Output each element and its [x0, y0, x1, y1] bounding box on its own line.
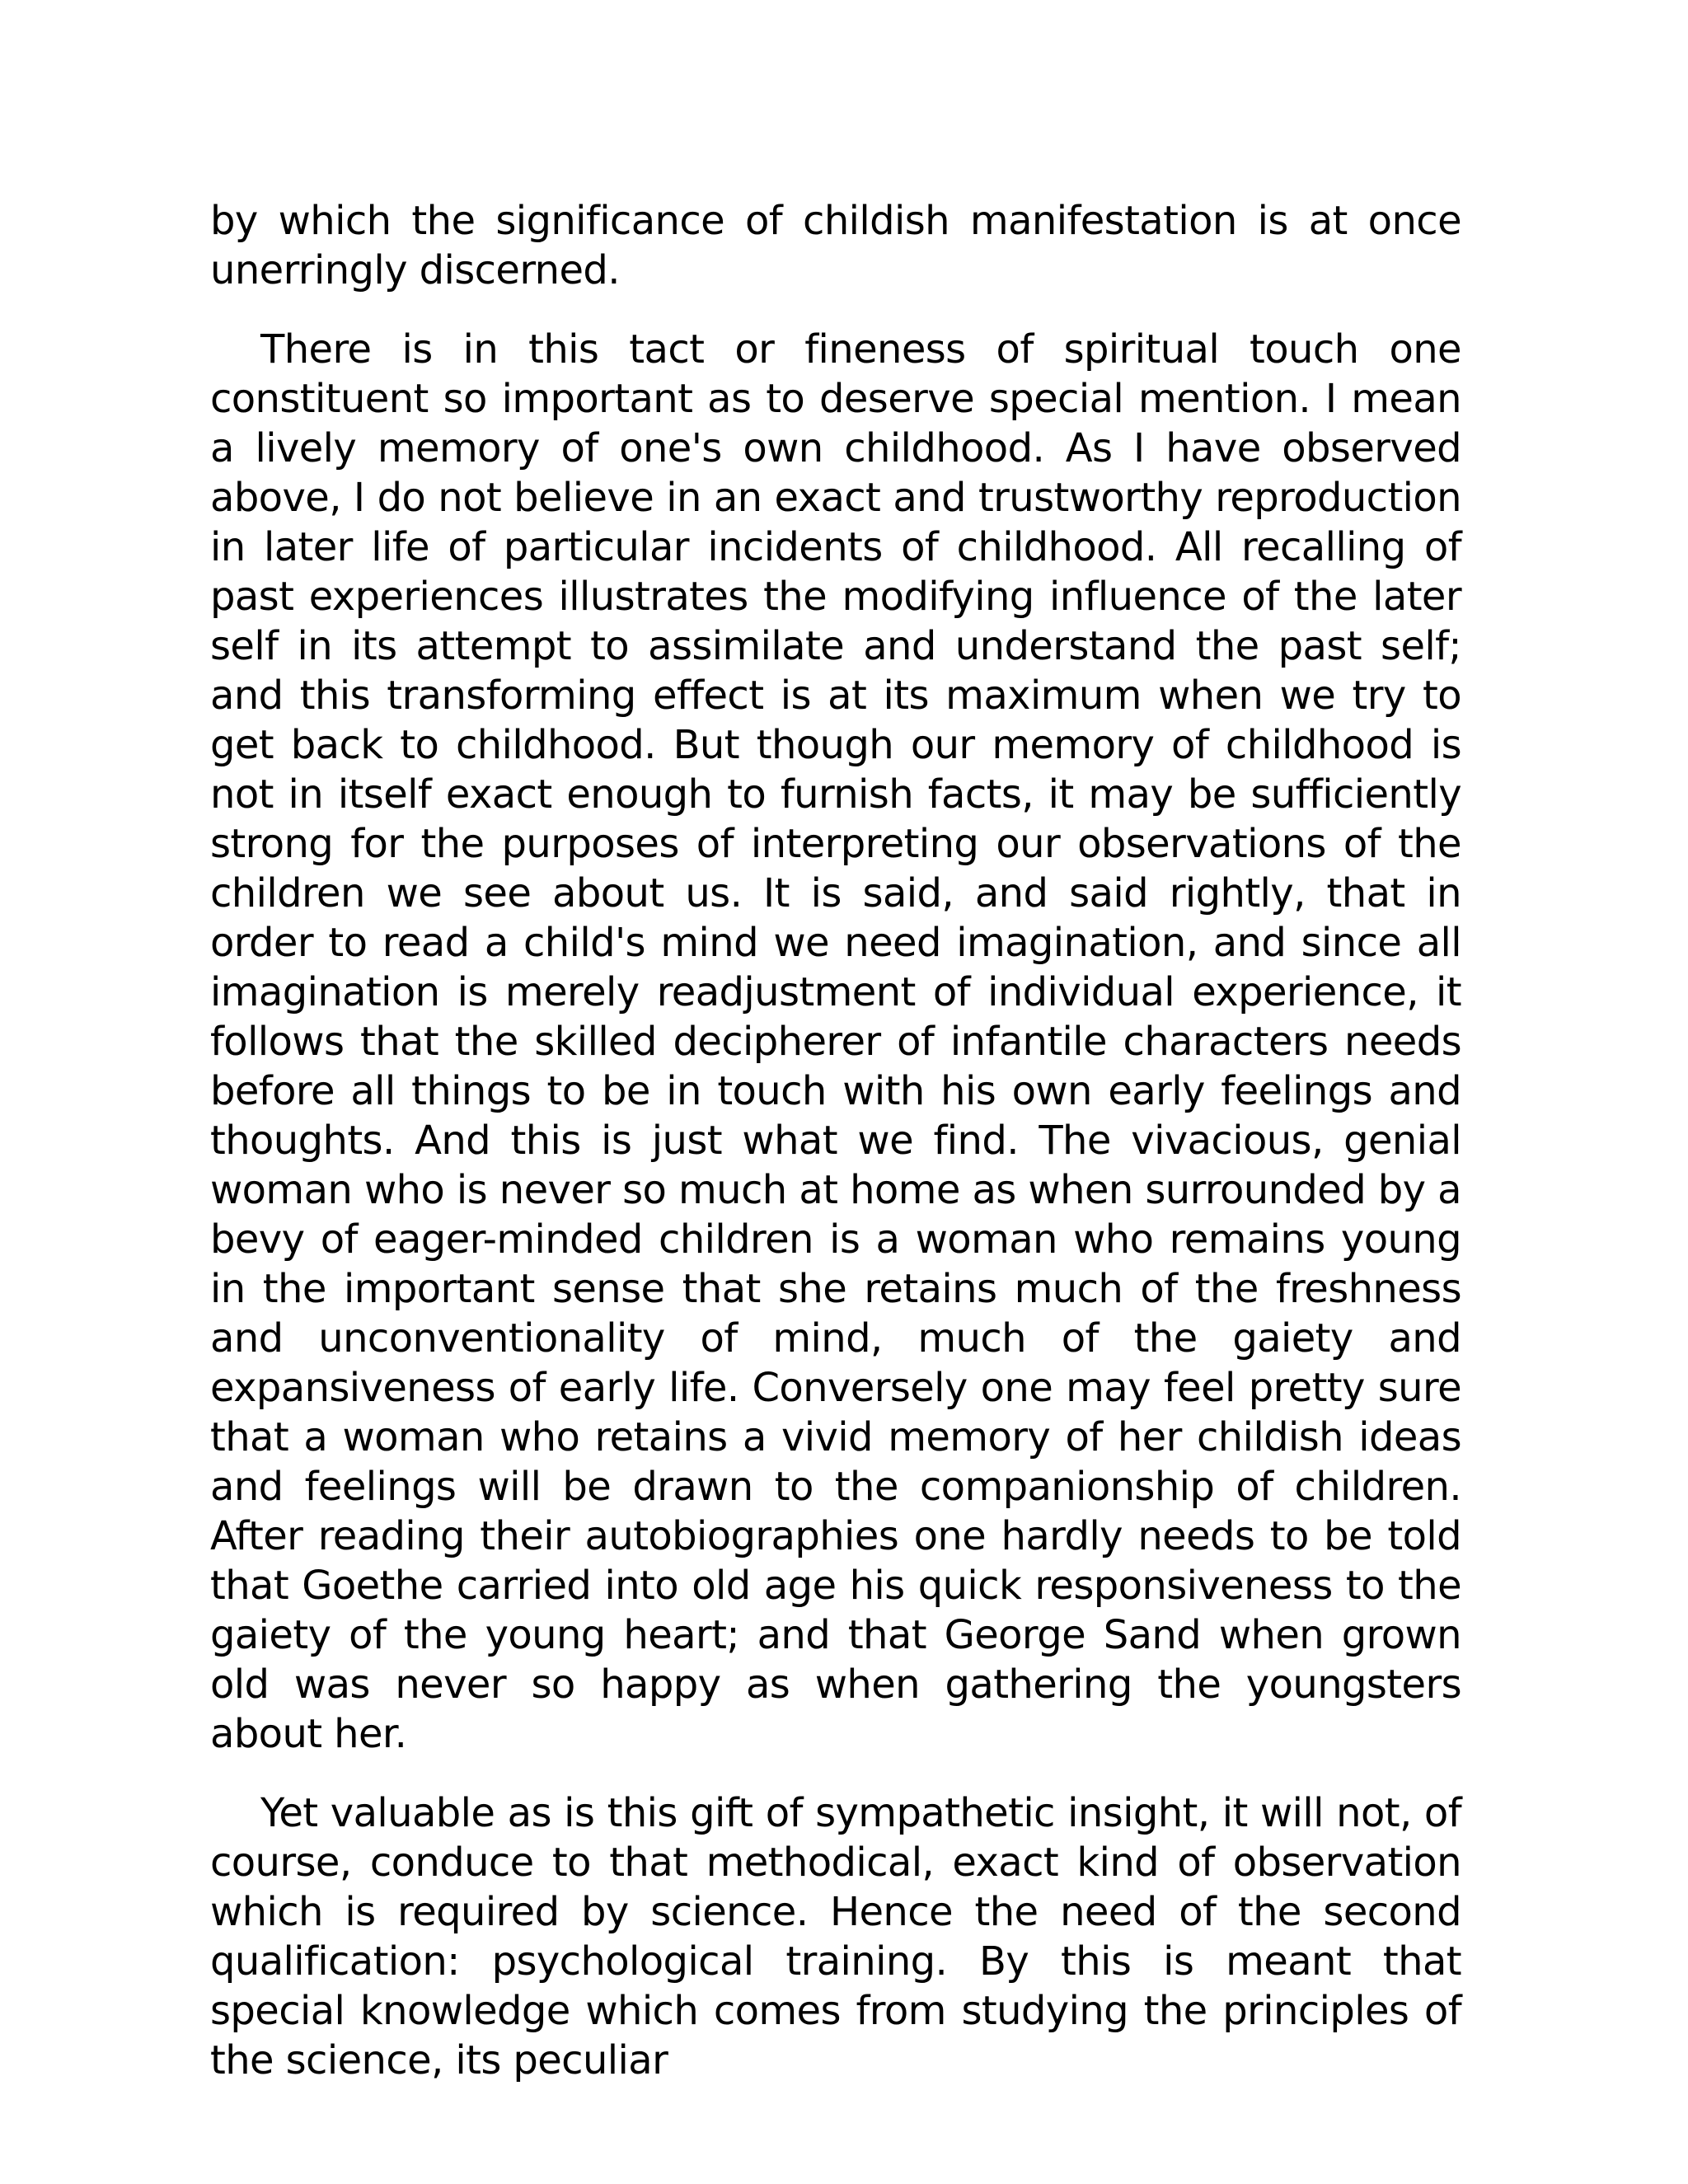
paragraph-2: There is in this tact or fineness of spiritual touch one constituent so important as to deserve special mention. I mean a lively memory of one's own childhood. As I have observed above, I do not believe in an exact and trustworthy reproduction in later life of particular incidents of childhood. All recalling of past experiences illustrates the modifying influence of the later self in its attempt to assimilate and understand the past self; and this transforming effect is at its maximum when we try to get back to childhood. But though our memory of childhood is not in itself exact enough to furnish facts, it may be sufficiently strong for the purposes of interpreting our observations of the children we see about us. It is said, and said rightly, that in order to read a child's mind we need imagination, and since all imagination is merely readjustment of individual experience, it follows that the skilled decipherer of infantile characters needs before all things to be in touch with his own early feelings and thoughts. And this is just what we find. The vivacious, genial woman who is never so much at home as when surrounded by a bevy of eager-minded children is a woman who remains young in the important sense that she retains much of the freshness and unconventionality of mind, much of the gaiety and expansiveness of early life. Conversely one may feel pretty sure that a woman who retains a vivid memory of her childish ideas and feelings will be drawn to the companionship of children. After reading their autobiographies one hardly needs to be told that Goethe carried into old age his quick responsiveness to the gaiety of the young heart; and that George Sand when grown old was never so happy as when gathering the youngsters about her. [210, 326, 1461, 1757]
paragraph-1: by which the significance of childish manifestation is at once unerringly discerned. [210, 198, 1461, 293]
paragraph-3: Yet valuable as is this gift of sympathetic insight, it will not, of course, conduce to that methodical, exact kind of observation which is required by science. Hence the need of the second qualification: psychological training. By this is meant that special knowledge which comes from studying the principles of the science, its peculiar [210, 1790, 1461, 2083]
page-body [210, 196, 1461, 2115]
